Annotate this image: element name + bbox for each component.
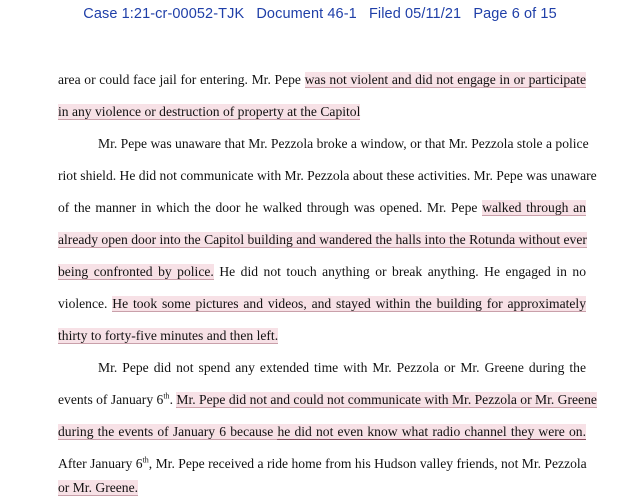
text-line-6: [58, 230, 586, 250]
text-line-12: [58, 422, 586, 442]
highlighted-text: thirty to forty-five minutes and then left.: [58, 328, 279, 343]
text-run: Mr. Pepe was unaware that Mr. Pezzola broke a window, or that Mr. Pezzola stole a police: [98, 136, 589, 151]
text-run: violence.: [58, 296, 113, 311]
text-run: .: [169, 392, 177, 407]
highlighted-text: during the events of January 6 because: [58, 424, 278, 439]
highlighted-text: walked through an: [482, 200, 586, 215]
page-number: Page 6 of 15: [473, 6, 557, 22]
text-run: After January 6: [58, 456, 143, 471]
highlighted-text: or Mr. Greene.: [58, 480, 139, 495]
highlighted-text: He took some pictures and videos, and stayed within the building for approximately: [112, 296, 587, 311]
page-header: [0, 6, 640, 22]
text-line-11: [58, 390, 597, 410]
highlighted-text: Mr. Pepe did not and could not communicate with Mr. Pezzola or Mr. Greene: [176, 392, 597, 407]
text-run: riot shield. He did not communicate with Mr. Pezzola about these activities. Mr. Pepe was unaware: [58, 168, 597, 183]
superscript: th: [163, 391, 170, 401]
text-run: He did not touch anything or break anything. He engaged in no: [213, 264, 586, 279]
text-line-8: [58, 294, 586, 314]
text-run: Mr. Pepe did not spend any extended time with Mr. Pezzola or Mr. Greene during the: [98, 360, 586, 375]
text-line-5: [58, 198, 586, 218]
text-run: area or could face jail for entering. Mr. Pepe: [58, 72, 305, 87]
text-line-13: [58, 454, 586, 474]
text-line-3: [58, 134, 589, 154]
highlighted-text: already open door into the Capitol building and wandered the halls into the Rotunda without ever: [58, 232, 587, 247]
case-number: Case 1:21-cr-00052-TJK: [83, 6, 245, 22]
text-line-4: [58, 166, 597, 186]
filed-date: Filed 05/11/21: [368, 6, 462, 22]
document-number: Document 46-1: [256, 6, 357, 22]
text-line-9: [58, 326, 586, 346]
highlighted-text: was not violent and did not engage in or participate: [304, 72, 586, 87]
underlined-highlighted-text: he did not even know what radio channel they were on.: [277, 424, 587, 439]
highlighted-text: being confronted by police.: [58, 264, 214, 279]
text-line-2: [58, 102, 586, 122]
superscript: th: [142, 455, 149, 465]
text-line-7: [58, 262, 586, 282]
highlighted-text: in any violence or destruction of property at the Capitol: [58, 104, 361, 119]
text-line-1: [58, 70, 586, 90]
text-run: events of January 6: [58, 392, 164, 407]
text-run: , Mr. Pepe received a ride home from his Hudson valley friends, not Mr. Pezzola: [148, 456, 587, 471]
text-line-10: [58, 358, 586, 378]
text-line-14: [58, 478, 586, 498]
text-run: of the manner in which the door he walked through was opened. Mr. Pepe: [58, 200, 483, 215]
